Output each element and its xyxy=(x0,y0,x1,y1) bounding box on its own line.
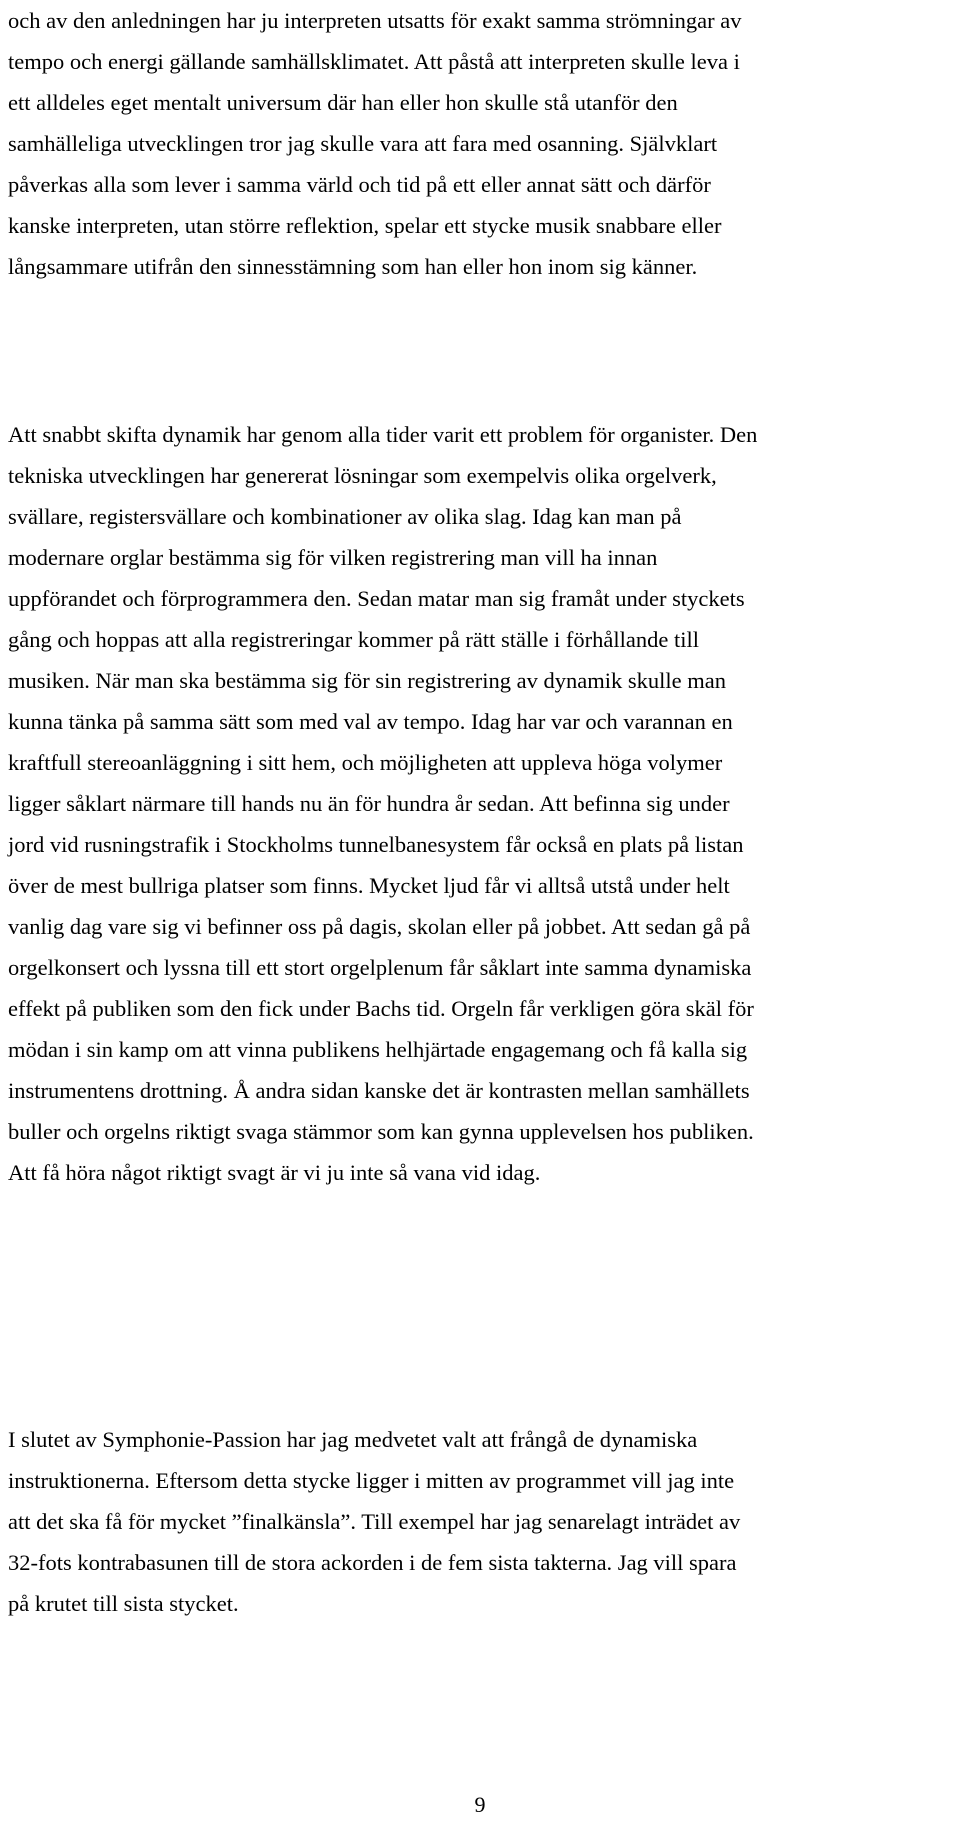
paragraph-symphonie-passion: I slutet av Symphonie-Passion har jag medvetet valt att frångå de dynamiska instruktionerna. Eftersom detta stycke ligger i mitten av programmet vill jag inte att det ska få för mycket ”finalkänsla”. Till exempel har jag senarelagt inträdet av 32-fots kontrabasunen till de stora ackorden i de fem sista takterna. Jag vill spara på krutet till sista stycket. xyxy=(8,1427,741,1616)
paragraph-organ-dynamics: Att snabbt skifta dynamik har genom alla tider varit ett problem för organister. Den tekniska utvecklingen har genererat lösningar som exempelvis olika orgelverk, svällare, registersvällare och kombinationer av olika slag. Idag kan man på modernare orglar bestämma sig för vilken registrering man vill ha innan uppförandet och förprogrammera den. Sedan matar man sig framåt under styckets gång och hoppas att alla registreringar kommer på rätt ställe i förhållande till musiken. När man ska bestämma sig för sin registrering av dynamik skulle man kunna tänka på samma sätt som med val av tempo. Idag har var och varannan en kraftfull stereoanläggning i sitt hem, och möjligheten att uppleva höga volymer ligger såklart närmare till hands nu än för hundra år sedan. Att befinna sig under jord vid rusningstrafik i Stockholms tunnelbanesystem får också en plats på listan över de mest bullriga platser som finns. Mycket ljud får vi alltså utstå under helt vanlig dag vare sig vi befinner oss på dagis, skolan eller på jobbet. Att sedan gå på orgelkonsert och lyssna till ett stort orgelplenum får såklart inte samma dynamiska effekt på publiken som den fick under Bachs tid. Orgeln får verkligen göra skäl för mödan i sin kamp om att vinna publikens helhjärtade engagemang och få kalla sig instrumentens drottning. Å andra sidan kanske det är kontrasten mellan samhällets buller och orgelns riktigt svaga stämmor som kan gynna upplevelsen hos publiken. Att få höra något riktigt svagt är vi ju inte så vana vid idag. xyxy=(8,422,758,1185)
page-number: 9 xyxy=(474,1792,486,1817)
paragraph-tempo-and-society: och av den anledningen har ju interpreten utsatts för exakt samma strömningar av tempo och energi gällande samhällsklimatet. Att påstå att interpreten skulle leva i ett alldeles eget mentalt universum där han eller hon skulle stå utanför den samhälleliga utvecklingen tror jag skulle vara att fara med osanning. Självklart påverkas alla som lever i samma värld och tid på ett eller annat sätt och därför kanske interpreten, utan större reflektion, spelar ett stycke musik snabbare eller långsammare utifrån den sinnesstämning som han eller hon inom sig känner. xyxy=(8,8,742,279)
